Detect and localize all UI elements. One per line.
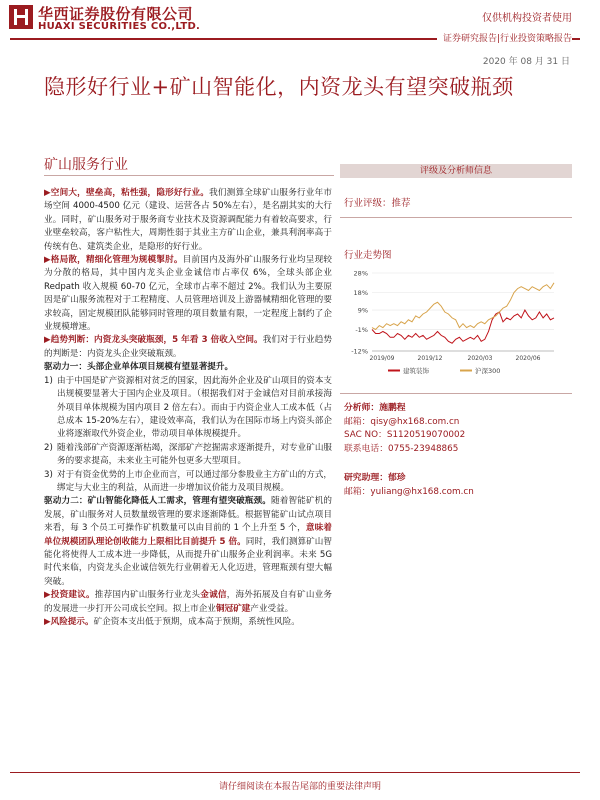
lead-structure: ▶格局散，精细化管理为规模掣肘。 [44, 255, 183, 266]
company-name-en: HUAXI SECURITIES CO.,LTD. [38, 21, 201, 32]
chart-x-tick: 2019/09 [369, 355, 395, 362]
chart-y-tick: 28% [353, 269, 368, 278]
trend-chart-title: 行业走势图 [344, 250, 392, 261]
report-type: 证券研究报告|行业投资策略报告 [437, 31, 572, 44]
huaxi-logo-icon [8, 4, 34, 30]
driver-one-item-text: 随着浅部矿产资源逐渐枯竭，深部矿产挖掘需求逐渐提升，对专业矿山服务的要求提高，未来业主可能外包更多大型项目。 [57, 442, 333, 467]
text-recommendation-a: 推荐国内矿山服务行业龙头 [94, 590, 201, 601]
para-market-size [44, 187, 332, 254]
driver-one-heading [44, 361, 332, 374]
trend-chart-svg [340, 267, 572, 385]
chart-series-line [372, 283, 554, 330]
para-risk [44, 616, 332, 629]
para-recommendation [44, 589, 332, 616]
section-divider [44, 175, 334, 176]
analyst-info [340, 402, 572, 499]
chart-x-tick: 2020/03 [467, 355, 493, 362]
chart-x-tick: 2019/12 [417, 355, 443, 362]
chart-legend-label: 沪深300 [475, 367, 501, 375]
item-number: 2) [44, 442, 53, 453]
company-name-cn: 华西证券股份有限公司 [38, 5, 194, 23]
sac-label: SAC NO： [344, 430, 387, 440]
driver-one-item-text: 对于有资金优势的上市企业而言，可以通过部分参股业主方矿山的方式，绑定与大业主的利益，从而进一步增加议价能力及项目规模。 [57, 469, 333, 493]
lead-market-size: ▶空间大，壁垒高，粘性强，隐形好行业。 [44, 188, 210, 198]
footer-rule [10, 772, 580, 773]
chart-series-line [372, 310, 554, 343]
analyst-label: 分析师： [344, 403, 380, 413]
trend-chart [340, 267, 572, 385]
analyst-name: 施鹏程 [379, 403, 406, 413]
sidebar [340, 164, 572, 499]
sidebar-divider [340, 217, 572, 218]
para-trend [44, 334, 332, 361]
assistant-label: 研究助理： [344, 473, 388, 483]
driver-two-title: 矿山智能化降低人工需求，管理有望突破瓶颈。 [87, 496, 271, 507]
chart-y-tick: 9% [357, 306, 368, 315]
analyst-line [344, 402, 572, 416]
legal-footer: 请仔细阅读在本报告尾部的重要法律声明 [218, 782, 381, 792]
main-body [44, 187, 332, 629]
lead-recommendation: ▶投资建议。 [44, 590, 95, 601]
analyst-email[interactable]: qisy@hx168.com.cn [370, 416, 460, 427]
company-jinchengxin: 金诚信 [200, 590, 227, 601]
sac-number: S1120519070002 [386, 430, 466, 440]
driver-one-item [44, 469, 332, 496]
lead-trend: ▶趋势判断：内资龙头突破瓶颈，5 年看 3 倍收入空间。 [44, 335, 263, 346]
assistant-name: 郁珍 [388, 473, 406, 483]
rating-label: 行业评级： [344, 198, 392, 209]
text-market-size: 我们测算全球矿山服务行业年市场空间 4000-4500 亿元（建设、运营各占 50%左右），是名副其实的大行业。同时，矿山服务对于服务商专业技术及资源调配能力有着较高要求，行业壁垒较高，客户粘性大，周期性弱于其业主方矿山企业，兼具利润率高于传统有色、建筑类企业，是隐形的好行业。 [44, 188, 332, 252]
report-date: 2020 年 08 月 31 日 [482, 57, 570, 67]
assistant-line [344, 472, 572, 486]
text-recommendation-b: ，海外拓展及自有矿山业务的发展进一步打开公司成长空间。拟上市企业 [44, 590, 332, 614]
sac-line [344, 429, 572, 443]
driver-two-para [44, 495, 332, 589]
driver-one-label: 驱动力一： [44, 362, 87, 373]
phone-label: 联系电话： [344, 443, 388, 454]
section-title: 矿山服务行业 [44, 157, 128, 173]
item-number: 3) [44, 469, 53, 480]
driver-two-highlight: 意味着单位规模团队理论创收能力上限相比目前提升 5 倍。 [44, 523, 332, 547]
audience-note: 仅供机构投资者使用 [482, 13, 572, 24]
chart-y-tick: -1% [355, 326, 368, 335]
item-number: 1) [44, 375, 53, 386]
driver-one-item [44, 442, 332, 469]
text-recommendation-c: 产业受益。 [250, 603, 294, 614]
analyst-email-line [344, 416, 572, 430]
chart-y-tick: 18% [353, 289, 368, 297]
chart-x-tick: 2020/06 [515, 355, 541, 362]
driver-two-label: 驱动力二： [44, 496, 88, 507]
driver-one-item [44, 375, 332, 442]
phone-number: 0755-23948865 [388, 443, 459, 454]
company-tongguan: 铜冠矿建 [215, 603, 251, 614]
sidebar-divider [340, 393, 572, 394]
phone-line [344, 443, 572, 457]
text-trend: 我们对于行业趋势的判断是：内资龙头企业突破瓶颈。 [44, 335, 332, 359]
rating-value: 推荐 [391, 198, 411, 209]
assistant-email[interactable]: yuliang@hx168.com.cn [370, 486, 474, 497]
chart-y-tick: -12% [351, 347, 368, 356]
lead-risk: ▶风险提示。 [44, 617, 94, 627]
driver-one-title: 头部企业单体项目规模有望显著提升。 [86, 362, 234, 373]
driver-two-text-a: 随着智能矿机的发展，矿山服务对人员数量级管理的要求逐渐降低。根据智能矿山试点项目来看，每 3 个员工可操作矿机数量可以由目前的 1 个上升至 5 个， [44, 496, 332, 534]
para-structure [44, 254, 332, 334]
rating-row [340, 195, 572, 209]
chart-legend-label: 建筑装饰 [403, 367, 429, 375]
text-structure: 目前国内及海外矿山服务行业均呈现较为分散的格局，其中国内龙头企业金诚信市占率仅 6%，全球头部企业 Redpath 收入规模 60-70 亿元，全球市占率不超过 2%。我们认为主要原因是矿山服务流程对于工程精度、人员管理培训及上游器械精细化管理的要求较高，固定规模团队能够同时管理的项目数量有限，一定程度上制约了企业规模增速。 [44, 255, 332, 333]
email-label: 邮箱： [344, 486, 371, 497]
assistant-email-line [344, 486, 572, 500]
driver-one-item-text: 由于中国是矿产资源相对贫乏的国家，因此海外企业及矿山项目的资本支出规模要显著大于国内企业及项目。（根据我们对于金诚信对目前承接海外项目单体规模为国内项目 2 倍左右）。而由于内资企业人工成本低（占总成本 15-20%左右），建设效率高，我们认为在国际市场上内资头部企业将逐渐取代外资企业，带动项目单体规模提升。 [57, 375, 333, 440]
email-label: 邮箱： [344, 416, 371, 427]
text-risk: 矿企资本支出低于预期，成本高于预期，系统性风险。 [93, 617, 300, 627]
sidebar-header: 评级及分析师信息 [340, 164, 572, 178]
report-title: 隐形好行业+矿山智能化，内资龙头有望突破瓶颈 [44, 75, 514, 99]
driver-two-text-c: 同时，我们测算矿山智能化将使得人工成本进一步降低，从而提升矿山服务企业利润率。未来 5G 时代来临，内资龙头企业诚信领先行业朝着无人化迈进，管理瓶颈有望大幅突破。 [44, 536, 332, 587]
